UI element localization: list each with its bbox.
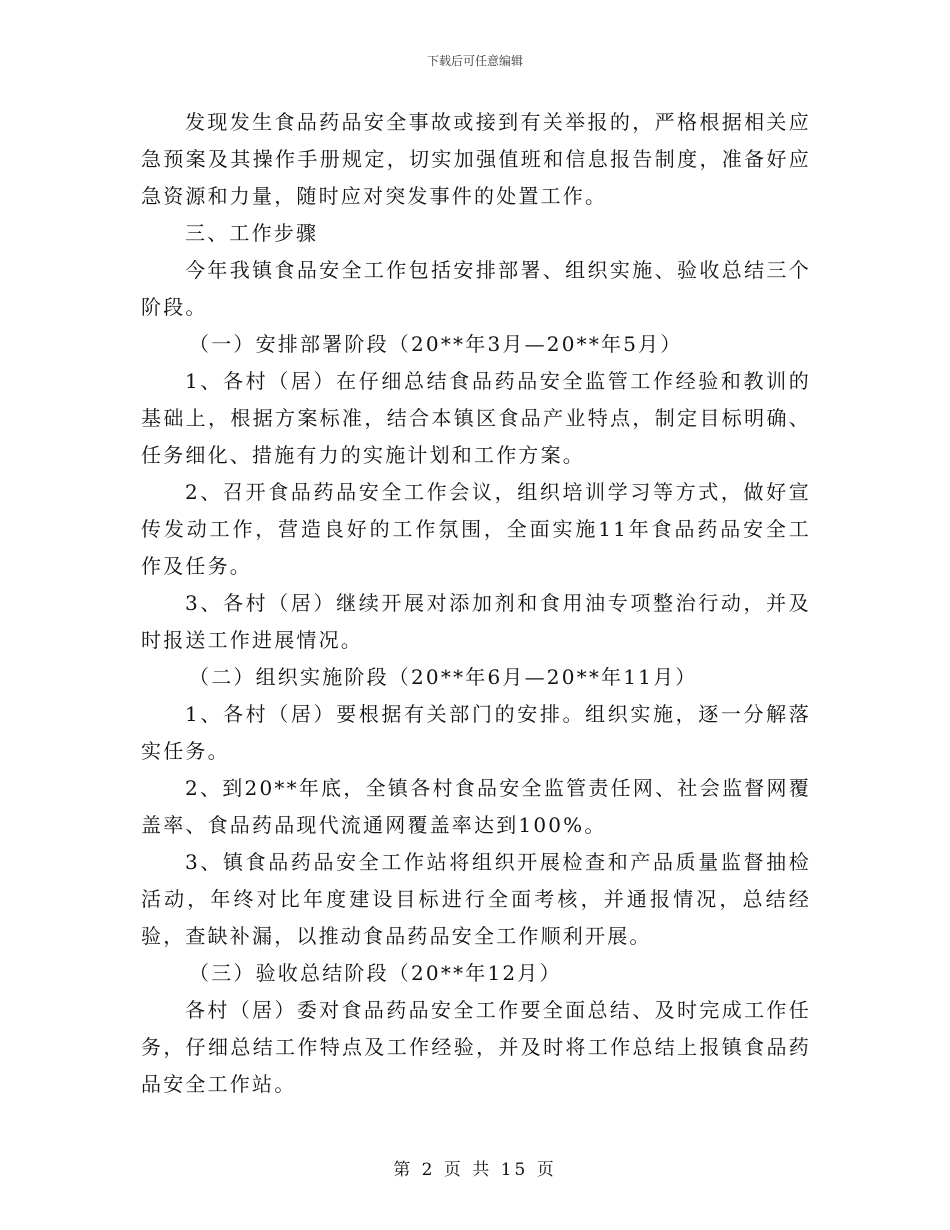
paragraph: 3、镇食品药品安全工作站将组织开展检查和产品质量监督抽检活动，年终对比年度建设目标进行全面考核，并通报情况，总结经验，查缺补漏，以推动食品药品安全工作顺利开展。 [141, 850, 811, 948]
page-footer: 第 2 页 共 15 页 [393, 1160, 557, 1180]
page-header: 下载后可任意编辑 [426, 54, 523, 68]
paragraph: 今年我镇食品安全工作包括安排部署、组织实施、验收总结三个阶段。 [141, 258, 811, 319]
document-body [141, 104, 811, 1103]
paragraph: 2、到20**年底，全镇各村食品安全监管责任网、社会监督网覆盖率、食品药品现代流通网覆盖率达到100%。 [141, 776, 811, 837]
paragraph: 各村（居）委对食品药品安全工作要全面总结、及时完成工作任务，仔细总结工作特点及工作经验，并及时将工作总结上报镇食品药品安全工作站。 [141, 998, 811, 1096]
paragraph: 2、召开食品药品安全工作会议，组织培训学习等方式，做好宣传发动工作，营造良好的工作氛围，全面实施11年食品药品安全工作及任务。 [141, 480, 811, 578]
section-heading: 三、工作步骤 [185, 221, 319, 245]
paragraph: 3、各村（居）继续开展对添加剂和食用油专项整治行动，并及时报送工作进展情况。 [141, 591, 811, 652]
subsection-heading: （一）安排部署阶段（20**年3月—20**年5月） [189, 332, 683, 356]
subsection-heading: （二）组织实施阶段（20**年6月—20**年11月） [189, 665, 698, 689]
subsection-heading: （三）验收总结阶段（20**年12月） [189, 961, 562, 985]
paragraph: 1、各村（居）要根据有关部门的安排。组织实施，逐一分解落实任务。 [141, 702, 811, 763]
paragraph: 发现发生食品药品安全事故或接到有关举报的，严格根据相关应急预案及其操作手册规定，切实加强值班和信息报告制度，准备好应急资源和力量，随时应对突发事件的处置工作。 [141, 110, 811, 208]
paragraph: 1、各村（居）在仔细总结食品药品安全监管工作经验和教训的基础上，根据方案标准，结合本镇区食品产业特点，制定目标明确、任务细化、措施有力的实施计划和工作方案。 [141, 369, 811, 467]
